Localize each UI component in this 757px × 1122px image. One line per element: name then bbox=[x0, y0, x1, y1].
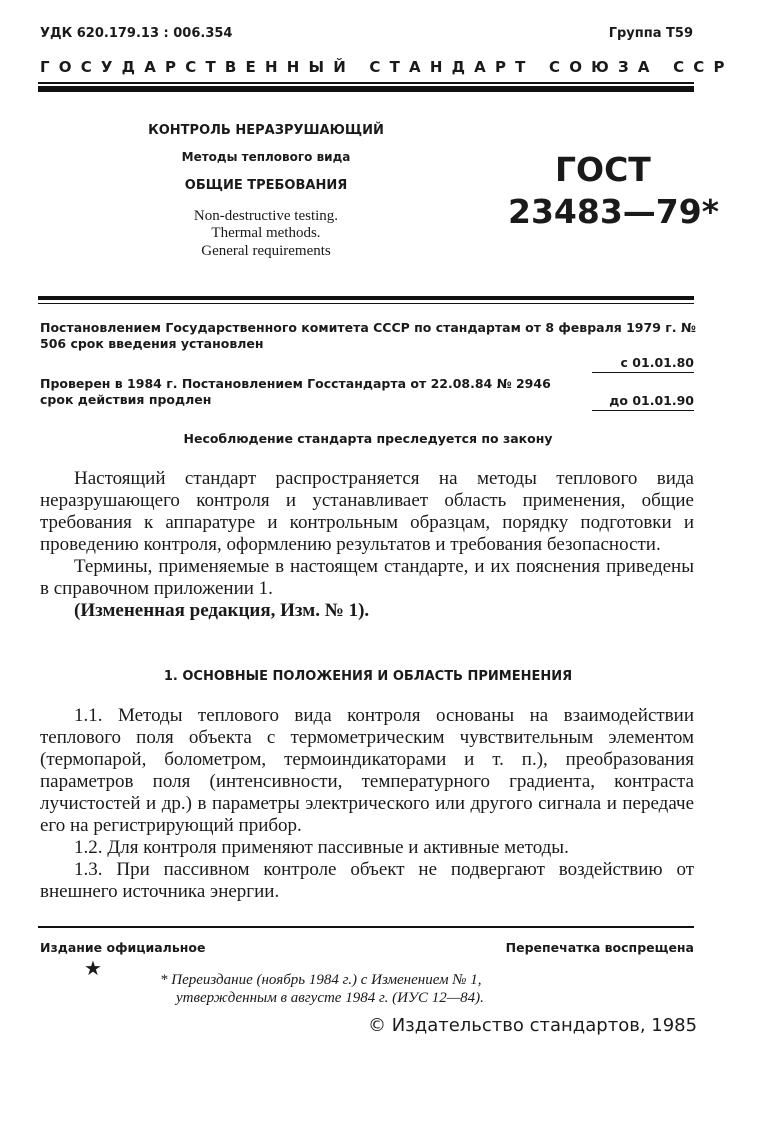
intro-paragraph-2: Термины, применяемые в настоящем стандарте, и их пояснения приведены в справочном приложении 1. bbox=[40, 556, 694, 599]
header-rule-thick bbox=[38, 86, 694, 92]
title-en-1: Non-destructive testing. bbox=[193, 208, 339, 224]
header-rule-thin bbox=[38, 82, 694, 84]
gost-label: ГОСТ bbox=[555, 150, 651, 189]
reissue-note-line-2: утвержденным в августе 1984 г. (ИУС 12—84). bbox=[176, 990, 484, 1006]
title-rule-thin bbox=[38, 303, 694, 304]
review-text: Проверен в 1984 г. Постановлением Госстандарта от 22.08.84 № 2946 срок действия продлен bbox=[40, 376, 551, 407]
title-en-3: General requirements bbox=[201, 243, 331, 259]
gost-number: 23483—79* bbox=[508, 192, 719, 231]
section-1-body bbox=[40, 705, 694, 903]
reprint-prohibited-label: Перепечатка воспрещена bbox=[505, 940, 694, 955]
reissue-note-line-1: * Переиздание (ноябрь 1984 г.) с Изменением № 1, bbox=[160, 972, 482, 988]
intro-paragraph-1: Настоящий стандарт распространяется на методы теплового вида неразрушающего контроля и устанавливает область применения, общие требования к аппаратуре и контрольным образцам, порядку подготовки и проведению контроля, оформлению результатов и требования безопасности. bbox=[40, 468, 694, 555]
law-notice: Несоблюдение стандарта преследуется по закону bbox=[183, 431, 553, 446]
footer-rule bbox=[38, 926, 694, 928]
effective-date: с 01.01.80 bbox=[620, 355, 694, 370]
udk-code: УДК 620.179.13 : 006.354 bbox=[40, 26, 233, 41]
clause-1-1: 1.1. Методы теплового вида контроля основаны на взаимодействии теплового поля объекта с термометрическим чувствительным элементом (термопарой, болометром, термоиндикаторами и т. п.), преобразования параметров поля (интенсивности, температурного градиента, контраста лучистостей и др.) в параметры электрического или другого сигнала и передаче его на регистрирующий прибор. bbox=[40, 705, 694, 836]
effective-date-underline bbox=[592, 372, 694, 373]
title-rule-thick bbox=[38, 296, 694, 300]
valid-until-date: до 01.01.90 bbox=[609, 393, 694, 408]
title-ru-sub: Методы теплового вида bbox=[181, 150, 351, 164]
decree-text: Постановлением Государственного комитета СССР по стандартам от 8 февраля 1979 г. № 506 срок введения установлен bbox=[40, 320, 696, 351]
group-code: Группа Т59 bbox=[608, 26, 693, 41]
copyright-notice: © Издательство стандартов, 1985 bbox=[368, 1015, 698, 1036]
intro-section bbox=[40, 468, 694, 622]
clause-1-3: 1.3. При пассивном контроле объект не подвергают воздействию от внешнего источника энергии. bbox=[40, 859, 694, 902]
section-1-heading: 1. ОСНОВНЫЕ ПОЛОЖЕНИЯ И ОБЛАСТЬ ПРИМЕНЕНИЯ bbox=[163, 669, 573, 684]
edition-note: (Измененная редакция, Изм. № 1). bbox=[74, 600, 370, 621]
star-icon: ★ bbox=[84, 956, 102, 980]
title-en-2: Thermal methods. bbox=[211, 225, 321, 241]
clause-1-2: 1.2. Для контроля применяют пассивные и активные методы. bbox=[74, 837, 569, 858]
title-ru-general: ОБЩИЕ ТРЕБОВАНИЯ bbox=[184, 178, 348, 193]
state-standard-banner: ГОСУДАРСТВЕННЫЙ СТАНДАРТ СОЮЗА ССР bbox=[40, 58, 734, 76]
official-edition-label: Издание официальное bbox=[40, 940, 206, 955]
valid-until-underline bbox=[592, 410, 694, 411]
title-ru-main: КОНТРОЛЬ НЕРАЗРУШАЮЩИЙ bbox=[148, 123, 384, 138]
